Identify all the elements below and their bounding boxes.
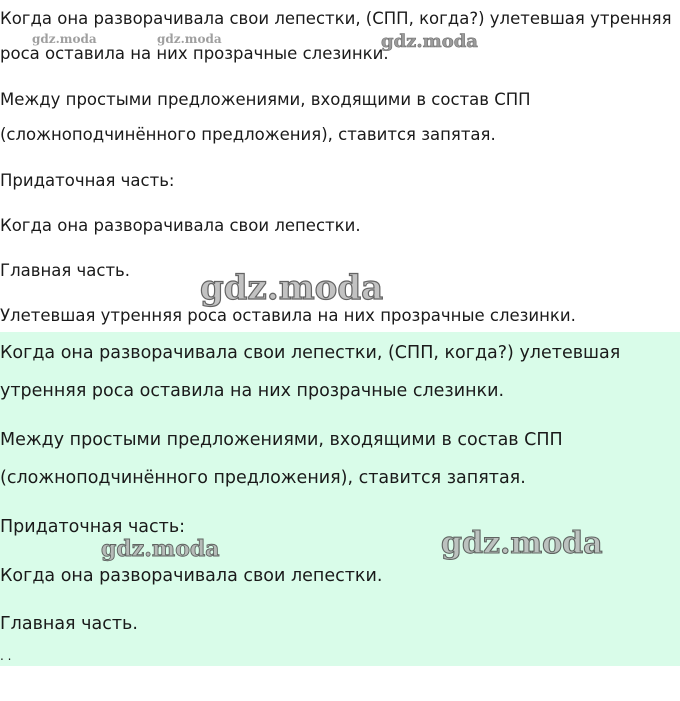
text-line: Главная часть. [0,261,131,280]
text-line: Когда она разворачивала свои лепестки, (СПП, когда?) улетевшая [0,343,621,363]
text-line: Главная часть. [0,614,138,634]
text-line: Когда она разворачивала свои лепестки, (СПП, когда?) улетевшая утренняя [0,9,672,28]
text-line: Придаточная часть: [0,517,186,537]
text-line: Между простыми предложениями, входящими в состав СПП [0,90,531,109]
question-section [0,0,680,332]
text-line: Когда она разворачивала свои лепестки. [0,566,383,586]
watermark-logo: gdz.moda [381,31,478,52]
text-line: Придаточная часть: [0,171,175,190]
text-line: (сложноподчинённого предложения), ставится запятая. [0,468,526,488]
text-line: роса оставила на них прозрачные слезинки. [0,44,389,63]
watermark-logo: gdz.moda [200,268,384,308]
text-line: утренняя роса оставила на них прозрачные слезинки. [0,381,505,401]
watermark-logo: gdz.moda [32,32,97,46]
watermark-logo: gdz.moda [101,536,220,562]
text-line: Улетевшая утренняя роса оставила на них прозрачные слезинки. [0,306,576,325]
answer-section [0,332,680,666]
text-line: Когда она разворачивала свои лепестки. [0,216,361,235]
watermark-logo: gdz.moda [157,32,222,46]
text-line: (сложноподчинённого предложения), ставится запятая. [0,125,496,144]
text-line: . . [0,649,12,663]
watermark-logo: gdz.moda [441,526,603,561]
text-line: Между простыми предложениями, входящими в состав СПП [0,430,563,450]
